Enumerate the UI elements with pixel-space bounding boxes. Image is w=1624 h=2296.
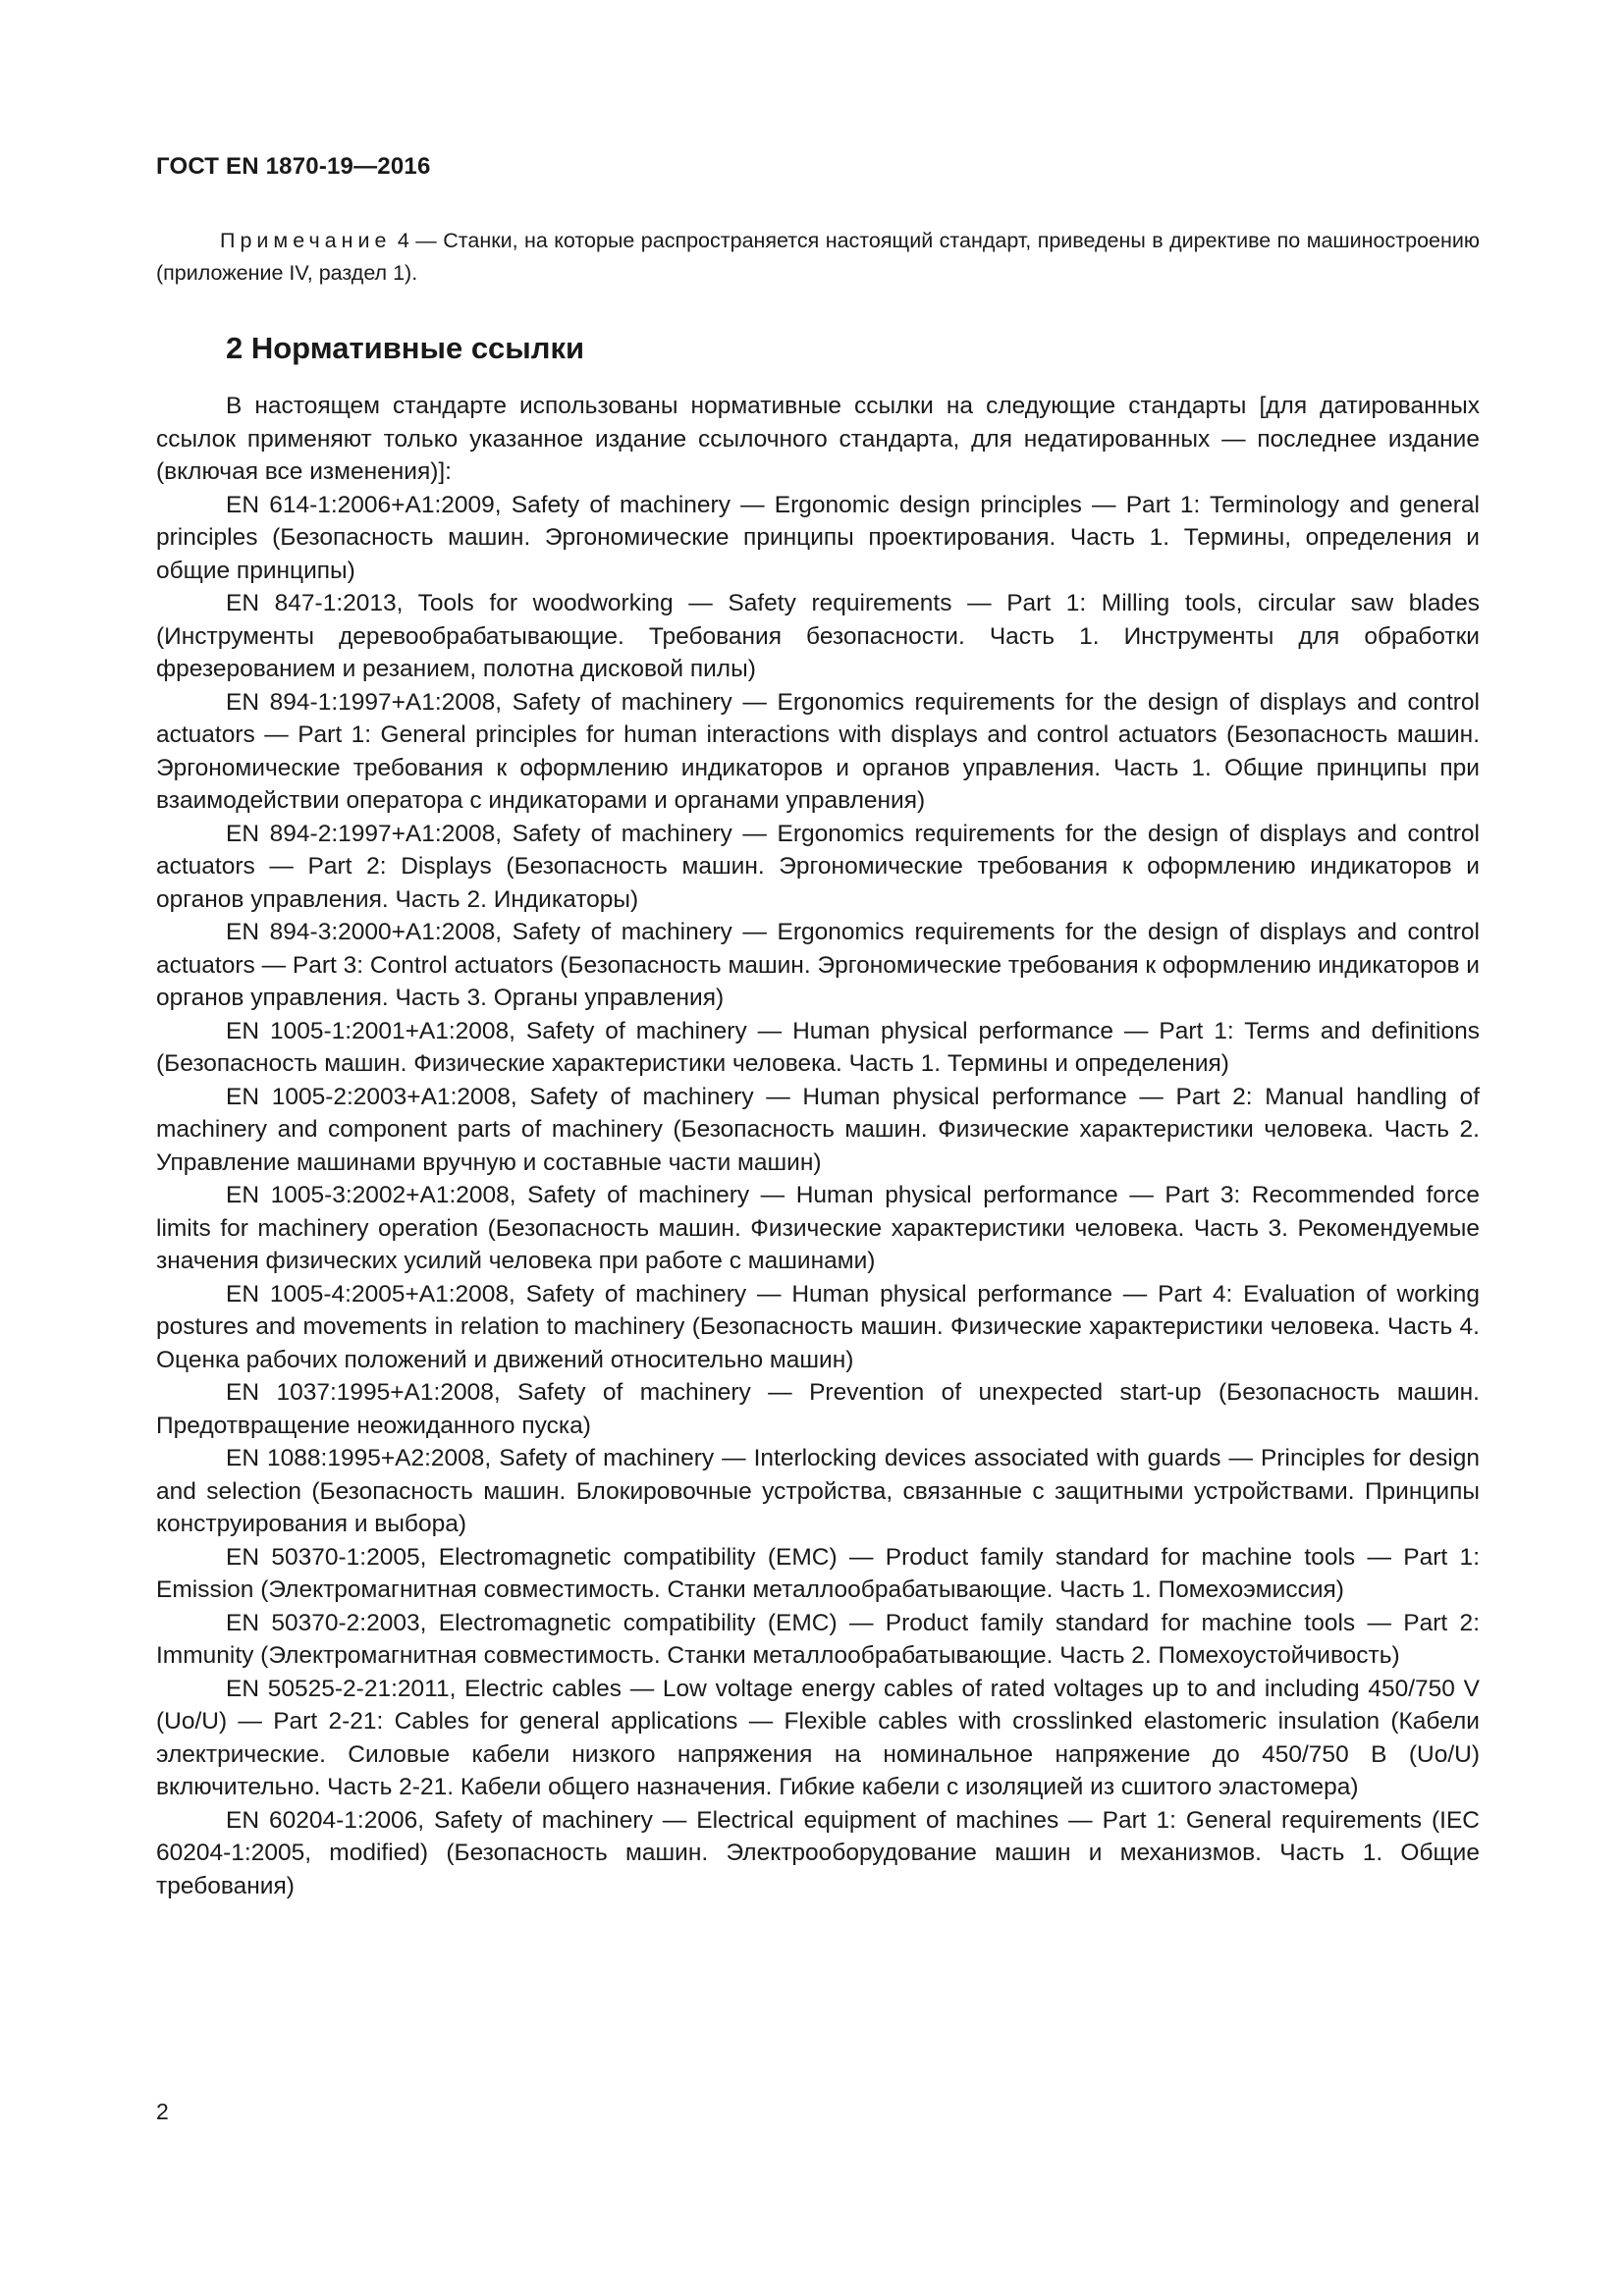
reference-en-894-1: EN 894-1:1997+A1:2008, Safety of machinery — Ergonomics requirements for the design of displays and control actuators — Part 1: General principles for human interactions with displays and control actuators (Безопасность машин. Эргономические требования к оформлению индикаторов и органов управления. Часть 1. Общие принципы при взаимодействии оператора с индикаторами и органами управления) <box>156 688 1480 814</box>
reference-en-894-3: EN 894-3:2000+A1:2008, Safety of machinery — Ergonomics requirements for the design of displays and control actuators — Part 3: Control actuators (Безопасность машин. Эргономические требования к оформлению индикаторов и органов управления. Часть 3. Органы управления) <box>156 919 1480 1011</box>
reference-en-50525-2-21: EN 50525-2-21:2011, Electric cables — Low voltage energy cables of rated voltages up to and including 450/750 V (Uo/U) — Part 2-21: Cables for general applications — Flexible cables with crosslinked elastomeric insulation (Кабели электрические. Силовые кабели низкого напряжения на номинальное напряжение до 450/750 В (Uo/U) включительно. Часть 2-21. Кабели общего назначения. Гибкие кабели с изоляцией из сшитого эластомера) <box>156 1675 1480 1800</box>
reference-en-50370-1: EN 50370-1:2005, Electromagnetic compatibility (EMC) — Product family standard for machine tools — Part 1: Emission (Электромагнитная совместимость. Станки металлообрабатывающие. Часть 1. Помехоэмиссия) <box>156 1543 1480 1603</box>
note-label: Примечание <box>220 229 392 252</box>
reference-en-1005-1: EN 1005-1:2001+A1:2008, Safety of machinery — Human physical performance — Part 1: Terms and definitions (Безопасность машин. Физические характеристики человека. Часть 1. Термины и определения) <box>156 1017 1480 1077</box>
normative-references <box>156 390 1480 1902</box>
reference-en-1005-4: EN 1005-4:2005+A1:2008, Safety of machinery — Human physical performance — Part 4: Evaluation of working postures and movements in relation to machinery (Безопасность машин. Физические характеристики человека. Часть 4. Оценка рабочих положений и движений относительно машин) <box>156 1280 1480 1373</box>
reference-en-1005-2: EN 1005-2:2003+A1:2008, Safety of machinery — Human physical performance — Part 2: Manual handling of machinery and component parts of machinery (Безопасность машин. Физические характеристики человека. Часть 2. Управление машинами вручную и составные части машин) <box>156 1083 1480 1176</box>
note-text: 4 — Станки, на которые распространяется настоящий стандарт, приведены в директиве по машиностроению (приложение IV, раздел 1). <box>156 229 1480 285</box>
document-code-header: ГОСТ EN 1870-19—2016 <box>156 153 431 180</box>
intro-paragraph: В настоящем стандарте использованы нормативные ссылки на следующие стандарты [для датированных ссылок применяют только указанное издание ссылочного стандарта, для недатированных — последнее издание (включая все изменения)]: <box>156 393 1480 485</box>
reference-en-1088: EN 1088:1995+A2:2008, Safety of machinery — Interlocking devices associated with guards — Principles for design and selection (Безопасность машин. Блокировочные устройства, связанные с защитными устройствами. Принципы конструирования и выбора) <box>156 1445 1480 1537</box>
reference-en-50370-2: EN 50370-2:2003, Electromagnetic compatibility (EMC) — Product family standard for machine tools — Part 2: Immunity (Электромагнитная совместимость. Станки металлообрабатывающие. Часть 2. Помехоустойчивость) <box>156 1609 1480 1669</box>
reference-en-1037: EN 1037:1995+A1:2008, Safety of machinery — Prevention of unexpected start-up (Безопасность машин. Предотвращение неожиданного пуска) <box>156 1379 1480 1439</box>
page-number: 2 <box>156 2099 169 2124</box>
reference-en-894-2: EN 894-2:1997+A1:2008, Safety of machinery — Ergonomics requirements for the design of displays and control actuators — Part 2: Displays (Безопасность машин. Эргономические требования к оформлению индикаторов и органов управления. Часть 2. Индикаторы) <box>156 820 1480 913</box>
note-paragraph <box>156 225 1480 290</box>
reference-en-1005-3: EN 1005-3:2002+A1:2008, Safety of machinery — Human physical performance — Part 3: Recommended force limits for machinery operation (Безопасность машин. Физические характеристики человека. Часть 3. Рекомендуемые значения физических усилий человека при работе с машинами) <box>156 1182 1480 1274</box>
reference-en-847-1: EN 847-1:2013, Tools for woodworking — Safety requirements — Part 1: Milling tools, circular saw blades (Инструменты деревообрабатывающие. Требования безопасности. Часть 1. Инструменты для обработки фрезерованием и резанием, полотна дисковой пилы) <box>156 590 1480 682</box>
reference-en-60204-1: EN 60204-1:2006, Safety of machinery — Electrical equipment of machines — Part 1: General requirements (IEC 60204-1:2005, modified) (Безопасность машин. Электрооборудование машин и механизмов. Часть 1. Общие требования) <box>156 1806 1480 1899</box>
section-title: 2 Нормативные ссылки <box>226 331 585 365</box>
reference-en-614-1: EN 614-1:2006+A1:2009, Safety of machinery — Ergonomic design principles — Part 1: Terminology and general principles (Безопасность машин. Эргономические принципы проектирования. Часть 1. Термины, определения и общие принципы) <box>156 491 1480 584</box>
